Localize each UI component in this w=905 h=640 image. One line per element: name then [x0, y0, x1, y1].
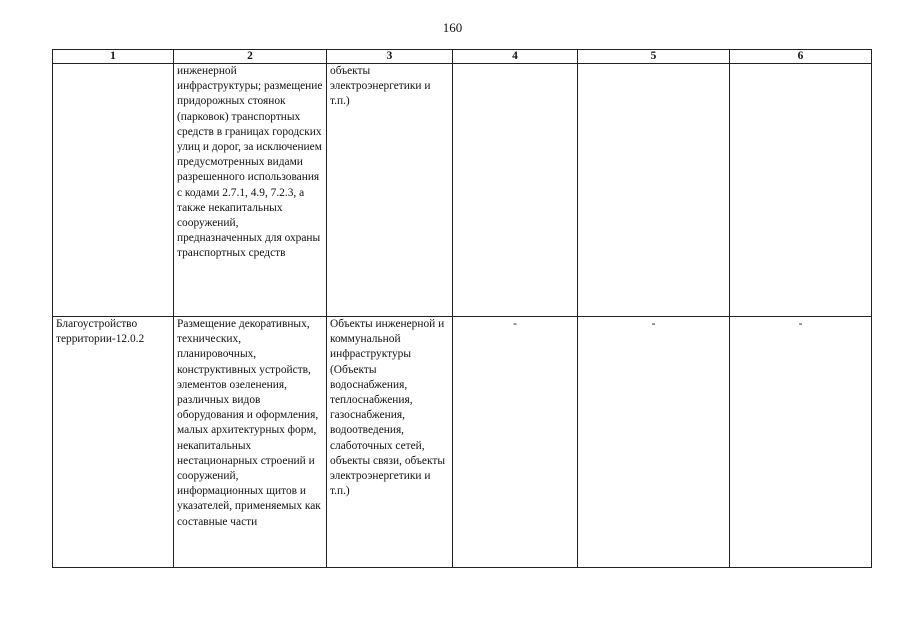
table-cell: Объекты инженерной и коммунальной инфраструктуры (Объекты водоснабжения, теплоснабжения, газоснабжения, водоотведения, слаботочных сетей, объекты связи, объекты электроэнергетики и т.п.)	[327, 317, 453, 568]
table-cell: -	[453, 317, 578, 568]
table-cell: объекты электроэнергетики и т.п.)	[327, 64, 453, 317]
page-number: 160	[442, 20, 463, 35]
column-header: 6	[730, 50, 872, 64]
table-cell	[730, 64, 872, 317]
table-cell	[453, 64, 578, 317]
column-header: 4	[453, 50, 578, 64]
table-cell: -	[578, 317, 730, 568]
table-cell	[53, 64, 174, 317]
table-row	[53, 64, 872, 317]
table-cell: -	[730, 317, 872, 568]
column-header: 5	[578, 50, 730, 64]
column-header: 2	[174, 50, 327, 64]
table-header-row	[53, 50, 872, 64]
table-cell: Благоустройство территории-12.0.2	[53, 317, 174, 568]
column-header: 3	[327, 50, 453, 64]
column-header: 1	[53, 50, 174, 64]
table-cell	[578, 64, 730, 317]
table-row	[53, 317, 872, 568]
table-cell: инженерной инфраструктуры; размещение придорожных стоянок (парковок) транспортных средств в границах городских улиц и дорог, за исключением предусмотренных видами разрешенного использования с кодами 2.7.1, 4.9, 7.2.3, а также некапитальных сооружений, предназначенных для охраны транспортных средств	[174, 64, 327, 317]
table-cell: Размещение декоративных, технических, планировочных, конструктивных устройств, элементов озеленения, различных видов оборудования и оформления, малых архитектурных форм, некапитальных нестационарных строений и сооружений, информационных щитов и указателей, применяемых как составные части	[174, 317, 327, 568]
land-use-table	[52, 49, 872, 568]
